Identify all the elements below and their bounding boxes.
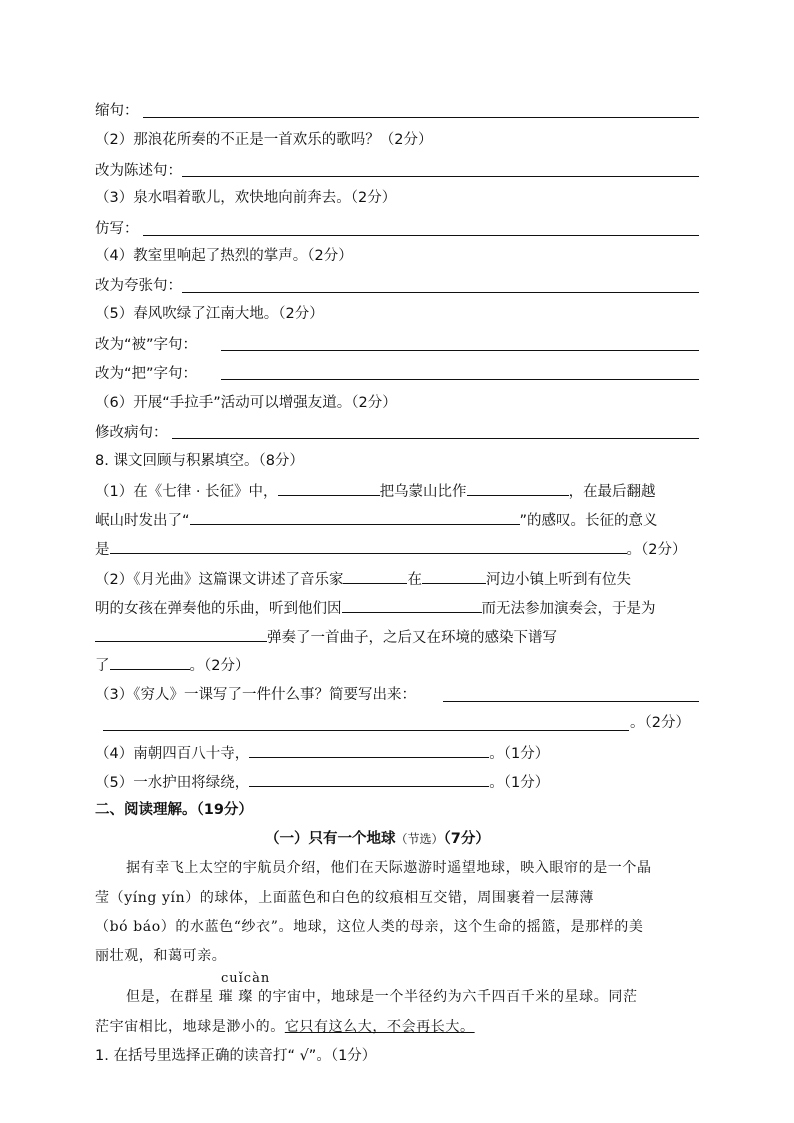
- pinyin-annotation: cuǐcàn: [221, 971, 271, 986]
- item1-text-g: 。（2分）: [626, 542, 687, 558]
- passage-line: （bó báo）的水蓝色“纱衣”。地球，这位人类的母亲，这个生命的摇篮，是那样的美: [95, 919, 644, 935]
- exaggeration-label: 改为夸张句：: [95, 278, 182, 294]
- item1-text-c: ，在最后翻越: [568, 484, 656, 500]
- passage-line: 丽壮观，和蔼可亲。: [95, 948, 227, 964]
- item2-text-d: 明的女孩在弹奏他的乐曲，听到他们因: [95, 601, 342, 617]
- answer-line[interactable]: [103, 730, 629, 731]
- item1-text-b: 把乌蒙山比作: [379, 484, 467, 500]
- bei-label: 改为“被”字句：: [95, 337, 198, 353]
- ba-label: 改为“把”字句：: [95, 366, 198, 382]
- answer-line[interactable]: [182, 176, 699, 177]
- item1-text-e: ”的感叹。长征的意义: [519, 513, 658, 529]
- fill-blank[interactable]: [95, 626, 267, 642]
- answer-line[interactable]: [172, 438, 699, 439]
- underlined-sentence: 它只有这么大，不会再长大。: [284, 1019, 475, 1035]
- sentence-5: （5）春风吹绿了江南大地。（2分）: [95, 306, 324, 322]
- fix-label: 修改病句：: [95, 425, 168, 441]
- item3-text-b: 。（2分）: [630, 715, 690, 731]
- fill-blank[interactable]: [249, 771, 489, 787]
- item1-text-a: （1）在《七律 · 长征》中，: [95, 484, 278, 500]
- item2-text-c: 河边小镇上听到有位失: [485, 572, 631, 588]
- answer-line[interactable]: [221, 350, 699, 351]
- passage-line: 据有幸飞上太空的宇航员介绍，他们在天际遨游时遥望地球，映入眼帘的是一个晶: [126, 860, 652, 876]
- fill-blank[interactable]: [278, 480, 380, 496]
- item5-text-a: （5）一水护田将绿绕，: [95, 775, 250, 791]
- sentence-3: （3）泉水唱着歌儿，欢快地向前奔去。（2分）: [95, 190, 397, 206]
- item1-text-d: 岷山时发出了“: [95, 513, 190, 529]
- declarative-label: 改为陈述句：: [95, 163, 182, 179]
- passage-note: （节选）: [395, 832, 444, 846]
- item3-text-a: （3）《穷人》一课写了一件什么事？简要写出来：: [95, 687, 416, 703]
- imitate-label: 仿写：: [95, 221, 139, 237]
- answer-line[interactable]: [443, 701, 699, 702]
- item2-text-h: 。（2分）: [189, 658, 250, 674]
- item4-text-a: （4）南朝四百八十寺，: [95, 746, 250, 762]
- answer-line[interactable]: [143, 117, 699, 118]
- fill-blank[interactable]: [249, 742, 489, 758]
- q8-title: 8. 课文回顾与积累填空。（8分）: [95, 453, 304, 469]
- fill-blank[interactable]: [422, 568, 486, 584]
- item1-text-f: 是: [95, 542, 110, 558]
- passage-line: 但是，在群星 璀 璨 的宇宙中，地球是一个半径约为六千四百千米的星球。同茫: [126, 989, 638, 1005]
- item2-text-a: （2）《月光曲》这篇课文讲述了音乐家: [95, 572, 344, 588]
- passage-score: （7分）: [443, 831, 490, 847]
- item2-text-g: 了: [95, 658, 110, 674]
- fill-blank[interactable]: [110, 538, 627, 554]
- shorten-label: 缩句：: [95, 103, 139, 119]
- item5-text-b: 。（1分）: [489, 775, 550, 791]
- passage-line: 莹（yíng yín）的球体，上面蓝色和白色的纹痕相互交错，周围裹着一层薄薄: [95, 890, 595, 906]
- passage-text: 茫宇宙相比，地球是渺小的。: [95, 1019, 285, 1035]
- item2-text-b: 在: [407, 572, 422, 588]
- section-title: 二、阅读理解。（19分）: [95, 802, 253, 818]
- sentence-4: （4）教室里响起了热烈的掌声。（2分）: [95, 248, 353, 264]
- fill-blank[interactable]: [467, 480, 569, 496]
- item2-text-e: 而无法参加演奏会，于是为: [481, 601, 656, 617]
- answer-line[interactable]: [143, 235, 699, 236]
- sentence-2: （2）那浪花所奏的不正是一首欢乐的歌吗？（2分）: [95, 132, 433, 148]
- fill-blank[interactable]: [342, 597, 482, 613]
- item4-text-b: 。（1分）: [489, 746, 550, 762]
- answer-line[interactable]: [221, 379, 699, 380]
- question-1: 1. 在括号里选择正确的读音打“ √”。（1分）: [95, 1048, 377, 1064]
- answer-line[interactable]: [182, 292, 699, 293]
- passage-title: （一）只有一个地球: [265, 831, 396, 847]
- fill-blank[interactable]: [110, 654, 190, 670]
- fill-blank[interactable]: [343, 568, 407, 584]
- sentence-6: （6）开展“手拉手”活动可以增强友道。（2分）: [95, 395, 397, 411]
- passage-heading: [265, 829, 490, 849]
- fill-blank[interactable]: [190, 509, 520, 525]
- item2-text-f: 弹奏了一首曲子，之后又在环境的感染下谱写: [267, 630, 557, 646]
